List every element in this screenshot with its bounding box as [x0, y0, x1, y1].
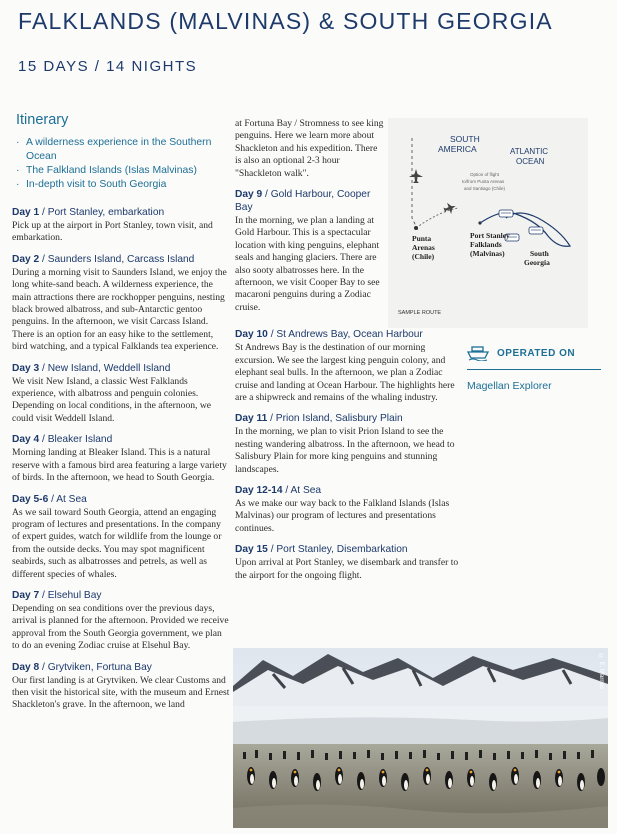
highlight-item: · The Falkland Islands (Islas Malvinas)	[16, 165, 197, 176]
map-label-punta: Punta	[412, 234, 432, 243]
highlights-list	[12, 136, 230, 192]
map-label-america: AMERICA	[438, 144, 477, 154]
map-label-chile: (Chile)	[412, 252, 435, 261]
page-title: FALKLANDS (MALVINAS) & SOUTH GEORGIA	[18, 8, 553, 34]
day-place: At Sea	[290, 484, 322, 496]
day-place: Grytviken, Fortuna Bay	[47, 661, 152, 673]
day-place: Saunders Island, Carcass Island	[47, 253, 195, 265]
ship-name: Magellan Explorer	[467, 380, 552, 392]
day-entry: Day 8 / Grytviken, Fortuna Bay Our first landing is at Grytviken. We clear Customs and then visit the historical site, with the museum and Ernest Shackleton's grave. In the afternoon, we land	[12, 661, 230, 711]
day-text: We visit New Island, a classic West Falklands experience, with albatross and penguin colonies. Depending on local conditions, in the afternoon, we could visit Weddell Island.	[12, 375, 212, 424]
punta-arenas-dot	[414, 226, 418, 230]
day-text: Upon arrival at Port Stanley, we disembark and transfer to the airport for the ongoing flight.	[235, 557, 459, 581]
day-place: Gold Harbour, Cooper Bay	[235, 189, 371, 214]
map-label-stanley: Port Stanley	[470, 231, 510, 240]
penguin-colony-photo	[233, 648, 608, 828]
operated-on-box	[467, 345, 612, 392]
day-place: Elsehul Bay	[47, 589, 102, 601]
day-text: Our first landing is at Grytviken. We clear Customs and then visit the historical site, with the museum and Ernest Shackleton's grave. In the afternoon, we land	[12, 674, 230, 711]
map-caption: SAMPLE ROUTE	[398, 310, 442, 316]
day-number: Day 1	[12, 207, 40, 218]
divider	[467, 369, 601, 370]
map-flight-note: and Santiago (Chile)	[464, 186, 506, 191]
route-map	[388, 118, 588, 328]
day-entry: Day 15 / Port Stanley, Disembarkation Upon arrival at Port Stanley, we disembark and transfer to the airport for the ongoing flight.	[235, 543, 461, 582]
map-label-malvinas: (Malvinas)	[470, 249, 505, 258]
day-entry: Day 12-14 / At Sea As we make our way back to the Falkland Islands (Islas Malvinas) our program of lectures and presentations continues.	[235, 484, 461, 535]
day-text: In the morning, we plan to visit Prion Island to see the nesting wandering albatross. In the afternoon, we head to Salisbury Plain for more king penguins and stunning landscapes.	[235, 426, 455, 475]
day-number: Day 5-6	[12, 493, 49, 505]
day-entry: Day 4 / Bleaker Island Morning landing at Bleaker Island. This is a natural reserve with a famous bird area featuring a large variety of birds. In the afternoon, we head to South Georgia.	[12, 433, 230, 484]
day-entry: Day 5-6 / At Sea As we sail toward South Georgia, attend an engaging program of lectures and presentations. In the company of expert guides, watch for wildlife from the lounge or from the outside decks. You may spot magnificent seabirds, such as albatrosses and petrels, as well as different species of whales.	[12, 493, 230, 581]
map-label-south-georgia: South	[530, 249, 549, 258]
day-number: Day 15	[235, 544, 268, 556]
day-entry: Day 10 / St Andrews Bay, Ocean Harbour St Andrews Bay is the destination of our morning excursion. We see the largest king penguin colony, and elephant seal bulls. In the afternoon, we plan a Zodiac cruise and landing at Ocean Harbour. The highlights here are a shipwreck and remains of the whaling industry.	[235, 328, 461, 404]
day-number: Day 8	[12, 661, 40, 673]
day-text: In the morning, we plan a landing at Gold Harbour. This is a spectacular location with king penguins, elephant seals and hanging glaciers. There are also sooty albatrosses here. In the afternoon, we visit Cooper Bay to see macaroni penguins during a Zodiac cruise.	[235, 215, 380, 313]
day-place: Bleaker Island	[47, 434, 113, 446]
map-label-falklands: Falklands	[470, 240, 502, 249]
photo-credit: © E. Marnas	[598, 654, 604, 690]
day-text: Pick up at the airport in Port Stanley, town visit, and embarkation.	[12, 220, 213, 244]
day-number: Day 2	[12, 253, 40, 265]
day-number: Day 10	[235, 329, 268, 341]
day-text: Morning landing at Bleaker Island. This is a natural reserve with a famous bird area featuring a large variety of birds. In the afternoon, we head to South Georgia.	[12, 447, 227, 484]
operated-on-label: OPERATED ON	[497, 347, 576, 359]
day-number: Day 3	[12, 362, 40, 374]
ship-icon	[467, 345, 489, 361]
map-label-south: SOUTH	[450, 134, 480, 144]
day-entry: Day 2 / Saunders Island, Carcass Island During a morning visit to Saunders Island, we enjoy the long white-sand beach. A wilderness experience, the main attractions there are rockhopper penguins, nesting black browed albatross, and sub-Antarctic gentoo penguins. In the afternoon, we visit Carcass Island. There is an option for an easy hike to the settlement, bird watching, and a typical Falklands tea experience.	[12, 253, 230, 354]
map-flight-note: Option of flight	[470, 172, 500, 177]
day-entry: Day 9 / Gold Harbour, Cooper Bay In the morning, we plan a landing at Gold Harbour. This is a spectacular location with king penguins, elephant seals and hanging glaciers. There are also sooty albatrosses here. In the afternoon, we visit Cooper Bay to see macaroni penguins during a Zodiac cruise.	[235, 188, 385, 314]
ship-icon	[499, 210, 513, 217]
day-entry: Day 7 / Elsehul Bay Depending on sea conditions over the previous days, arrival is planned for the afternoon. Provided we receive approval from the South Georgia government, we plan to do an evening Zodiac cruise at Elsehul Bay.	[12, 589, 229, 652]
day-place: Port Stanley, Disembarkation	[276, 544, 408, 556]
map-label-georgia: Georgia	[524, 258, 550, 267]
day-place: New Island, Weddell Island	[47, 362, 171, 374]
day-place: Port Stanley, embarkation	[47, 207, 165, 218]
day-place: Prion Island, Salisbury Plain	[275, 413, 403, 425]
ship-icon	[529, 227, 543, 234]
day-number: Day 9	[235, 189, 263, 201]
map-label-ocean: OCEAN	[516, 157, 545, 166]
highlight-item: · A wilderness experience in the Southern Ocean	[16, 137, 212, 162]
day-text: As we make our way back to the Falkland Islands (Islas Malvinas) our program of lectures and presentations continues.	[235, 497, 450, 534]
itinerary-column-1	[12, 112, 230, 720]
day-number: Day 12-14	[235, 484, 283, 496]
map-label-atlantic: ATLANTIC	[510, 147, 549, 156]
map-label-arenas: Arenas	[412, 243, 435, 252]
day-place: St Andrews Bay, Ocean Harbour	[276, 329, 423, 341]
day-8-continuation: at Fortuna Bay / Stromness to see king penguins. Here we learn more about Shackleton and his expedition. There is also an optional 2-3 hour "Shackleton walk".	[235, 118, 384, 179]
day-text: Depending on sea conditions over the previous days, arrival is planned for the afternoon. Provided we receive approval from the South Georgia government, we plan to do an evening Zodiac cruise at Elsehul Bay.	[12, 602, 229, 652]
day-number: Day 4	[12, 434, 40, 446]
day-text: During a morning visit to Saunders Island, we enjoy the long white-sand beach. A wilderness experience, the main attractions there are rockhopper penguins, nesting black browed albatross, and sub-Antarctic gentoo penguins. In the afternoon, we visit Carcass Island. There is an option for an easy hike to the settlement, bird watching, and a typical Falklands tea experience.	[12, 266, 227, 353]
page-subtitle: 15 DAYS / 14 NIGHTS	[18, 58, 198, 75]
day-entry: Day 3 / New Island, Weddell Island We visit New Island, a classic West Falklands experience, with albatross and penguin colonies. Depending on local conditions, in the afternoon, we could visit Weddell Island.	[12, 362, 230, 426]
day-text: As we sail toward South Georgia, attend an engaging program of lectures and presentations. In the company of expert guides, watch for wildlife from the lounge or from the outside decks. You may spot magnificent seabirds, such as albatrosses and petrels, as well as different species of whales.	[12, 506, 222, 580]
day-entry: Day 1 / Port Stanley, embarkation Pick up at the airport in Port Stanley, town visit, and embarkation.	[12, 206, 230, 245]
day-text: St Andrews Bay is the destination of our morning excursion. We see the largest king penguin colony, and elephant seal bulls. In the afternoon, we plan a Zodiac cruise and landing at Ocean Harbour. The highlights here are a shipwreck and remains of the whaling industry.	[235, 342, 455, 403]
day-entry: Day 11 / Prion Island, Salisbury Plain In the morning, we plan to visit Prion Island to see the nesting wandering albatross. In the afternoon, we head to Salisbury Plain for more king penguins and stunning landscapes.	[235, 412, 461, 476]
day-number: Day 7	[12, 589, 40, 601]
itinerary-heading: Itinerary	[16, 112, 69, 128]
map-flight-note: to/from Punta Arenas	[462, 179, 505, 184]
day-number: Day 11	[235, 413, 268, 425]
highlight-item: · In-depth visit to South Georgia	[16, 179, 167, 190]
day-place: At Sea	[56, 493, 87, 505]
